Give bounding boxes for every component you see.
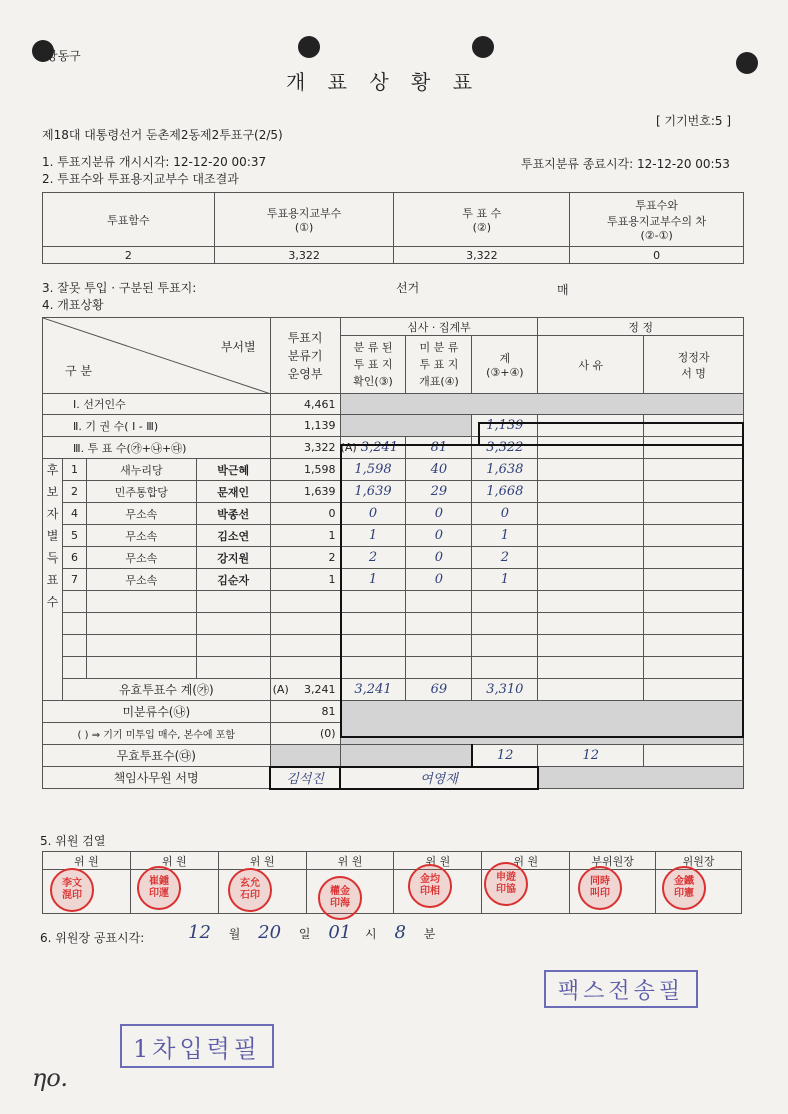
candidate-machine-count: 1,639 xyxy=(270,481,340,503)
header-issued-ballots: 투표용지교부수 (①) xyxy=(214,193,394,247)
candidate-classified: 0 xyxy=(340,503,406,525)
candidate-number: 6 xyxy=(62,547,86,569)
value-ballot-boxes: 2 xyxy=(43,247,215,264)
row-voters-value: 4,461 xyxy=(270,394,340,415)
committee-header: 위 원 xyxy=(306,852,394,870)
candidate-total: 1,668 xyxy=(472,481,538,503)
announce-time: 12 월 20 일 01 시 8 분 xyxy=(188,922,436,943)
row-valid-signer xyxy=(644,679,744,701)
empty-row xyxy=(43,657,744,679)
handwritten-note: ηo. xyxy=(32,1064,69,1092)
row-abstain-reason xyxy=(538,415,644,437)
machine-number: [ 기기번호:5 ] xyxy=(656,114,732,128)
header-corner xyxy=(43,318,271,394)
candidate-party: 무소속 xyxy=(86,525,196,547)
candidate-party: 무소속 xyxy=(86,547,196,569)
seal-stamp-6: 申遊 印協 xyxy=(484,862,528,906)
row-voters-shaded xyxy=(340,394,743,415)
header-review-dept: 심사 · 집계부 xyxy=(340,318,538,336)
row-invalid-shaded xyxy=(340,745,472,767)
committee-header: 위 원 xyxy=(482,852,570,870)
time-minute: 8 xyxy=(394,922,406,943)
candidate-total: 0 xyxy=(472,503,538,525)
candidate-unclassified: 0 xyxy=(406,525,472,547)
candidate-reason xyxy=(538,459,644,481)
row-votes-total: 3,322 xyxy=(472,437,538,459)
candidate-reason xyxy=(538,503,644,525)
value-vote-count: 3,322 xyxy=(394,247,570,264)
candidate-name: 김순자 xyxy=(196,569,270,591)
row-votes-reason xyxy=(538,437,644,459)
row-sign-machine: 김석진 xyxy=(270,767,340,789)
value-issued-ballots: 3,322 xyxy=(214,247,394,264)
value-difference: 0 xyxy=(570,247,744,264)
row-votes-label: Ⅲ. 투 표 수(㉮+㉯+㉰) xyxy=(43,437,271,459)
page-title: 개 표 상 황 표 xyxy=(286,70,481,94)
row-sign-review: 여영재 xyxy=(340,767,538,789)
row-valid-value: (A) 3,241 xyxy=(270,679,340,701)
punch-hole-4 xyxy=(736,52,758,74)
candidate-signer xyxy=(644,481,744,503)
candidate-classified: 1,598 xyxy=(340,459,406,481)
row-valid-unclassified: 69 xyxy=(406,679,472,701)
sort-end-time: 투표지분류 종료시각: 12-12-20 00:53 xyxy=(521,157,730,171)
seal-stamp-3: 玄允 石印 xyxy=(228,868,272,912)
district-label: 강동구 xyxy=(46,49,81,63)
header-department: 부서별 xyxy=(220,340,256,354)
row-abstain-signer xyxy=(644,415,744,437)
candidate-signer xyxy=(644,459,744,481)
candidate-machine-count: 1 xyxy=(270,569,340,591)
candidate-total: 1,638 xyxy=(472,459,538,481)
section-3-election: 선거 xyxy=(396,281,420,295)
candidate-signer xyxy=(644,503,744,525)
candidate-name: 김소연 xyxy=(196,525,270,547)
candidate-total: 1 xyxy=(472,569,538,591)
time-day: 20 xyxy=(258,922,282,943)
section-2-label: 2. 투표수와 투표용지교부수 대조결과 xyxy=(42,172,239,186)
row-sign-label: 책임사무원 서명 xyxy=(43,767,271,789)
header-reason: 사 유 xyxy=(538,336,644,394)
header-machine-dept: 투표지 분류기 운영부 xyxy=(270,318,340,394)
header-classified: 분 류 된 투 표 지 확인(③) xyxy=(340,336,406,394)
committee-header: 위 원 xyxy=(43,852,131,870)
candidate-unclassified: 0 xyxy=(406,547,472,569)
punch-hole-2 xyxy=(298,36,320,58)
section-3-label: 3. 잘못 투입 · 구분된 투표지: xyxy=(42,281,197,295)
candidate-number: 1 xyxy=(62,459,86,481)
candidate-reason xyxy=(538,547,644,569)
row-sign-shaded xyxy=(538,767,744,789)
candidate-reason xyxy=(538,481,644,503)
header-ballot-boxes: 투표함수 xyxy=(43,193,215,247)
candidate-classified: 1 xyxy=(340,525,406,547)
candidate-party: 민주통합당 xyxy=(86,481,196,503)
candidate-machine-count: 2 xyxy=(270,547,340,569)
row-note-label: ( ) ⇒ 기기 미투입 매수, 본수에 포함 xyxy=(43,723,271,745)
candidate-classified: 1,639 xyxy=(340,481,406,503)
candidate-unclassified: 40 xyxy=(406,459,472,481)
committee-header: 위 원 xyxy=(394,852,482,870)
row-unclassified-label: 미분류수(㉯) xyxy=(43,701,271,723)
row-abstain-handwritten: 1,139 xyxy=(472,415,538,437)
header-category: 구 분 xyxy=(65,364,92,378)
candidate-name: 박종선 xyxy=(196,503,270,525)
election-subtitle: 제18대 대통령선거 둔촌제2동제2투표구(2/5) xyxy=(42,128,283,142)
header-total: 계 (③+④) xyxy=(472,336,538,394)
candidate-name: 박근혜 xyxy=(196,459,270,481)
candidate-machine-count: 1 xyxy=(270,525,340,547)
seal-stamp-5: 金均 印相 xyxy=(408,864,452,908)
row-invalid-label: 무효투표수(㉰) xyxy=(43,745,271,767)
committee-header: 위원장 xyxy=(656,852,742,870)
side-label: 후 보 자 별 득 표 수 xyxy=(43,459,63,701)
first-input-stamp: 1차입력필 xyxy=(120,1024,274,1068)
row-votes-value: 3,322 xyxy=(270,437,340,459)
row-unclassified-shaded xyxy=(340,701,743,745)
row-votes-unclassified: 81 xyxy=(406,437,472,459)
time-month: 12 xyxy=(188,922,211,943)
row-valid-reason xyxy=(538,679,644,701)
counting-table xyxy=(42,317,744,790)
candidate-party: 무소속 xyxy=(86,569,196,591)
candidate-number: 2 xyxy=(62,481,86,503)
header-difference: 투표수와 투표용지교부수의 차 (②-①) xyxy=(570,193,744,247)
seal-stamp-7: 同時 叫印 xyxy=(578,866,622,910)
candidate-classified: 1 xyxy=(340,569,406,591)
section-4-label: 4. 개표상황 xyxy=(42,298,104,312)
empty-row xyxy=(43,635,744,657)
candidate-signer xyxy=(644,547,744,569)
candidate-party: 새누리당 xyxy=(86,459,196,481)
row-abstain-label: Ⅱ. 기 권 수( Ⅰ - Ⅲ) xyxy=(43,415,271,437)
candidate-signer xyxy=(644,525,744,547)
seal-stamp-8: 金鐵 印憲 xyxy=(662,866,706,910)
row-invalid-reason xyxy=(644,745,744,767)
candidate-total: 1 xyxy=(472,525,538,547)
candidate-unclassified: 0 xyxy=(406,569,472,591)
seal-stamp-2: 崔鍾 印運 xyxy=(137,866,181,910)
row-votes-classified: (A) 3,241 xyxy=(340,437,406,459)
row-voters-label: Ⅰ. 선거인수 xyxy=(43,394,271,415)
fax-sent-stamp: 팩스전송필 xyxy=(544,970,698,1008)
header-corrector: 정정자 서 명 xyxy=(644,336,744,394)
candidate-party: 무소속 xyxy=(86,503,196,525)
comparison-table xyxy=(42,192,744,264)
header-unclassified: 미 분 류 투 표 지 개표(④) xyxy=(406,336,472,394)
row-unclassified-value: 81 xyxy=(270,701,340,723)
row-votes-signer xyxy=(644,437,744,459)
empty-row xyxy=(43,591,744,613)
row-abstain-value: 1,139 xyxy=(270,415,340,437)
diagonal-line xyxy=(43,318,271,394)
seal-stamp-4: 權金 印海 xyxy=(318,876,362,920)
row-abstain-shaded xyxy=(340,415,472,437)
candidate-machine-count: 1,598 xyxy=(270,459,340,481)
header-vote-count: 투 표 수 (②) xyxy=(394,193,570,247)
candidate-name: 문재인 xyxy=(196,481,270,503)
seal-stamp-1: 李文 混印 xyxy=(50,868,94,912)
section-5-label: 5. 위원 검열 xyxy=(40,834,106,848)
section-6-label: 6. 위원장 공표시각: xyxy=(40,931,145,945)
committee-header: 부위원장 xyxy=(570,852,656,870)
candidate-total: 2 xyxy=(472,547,538,569)
committee-header: 위 원 xyxy=(218,852,306,870)
candidate-number: 7 xyxy=(62,569,86,591)
row-valid-total: 3,310 xyxy=(472,679,538,701)
candidate-reason xyxy=(538,569,644,591)
sort-start-time: 1. 투표지분류 개시시각: 12-12-20 00:37 xyxy=(42,155,267,169)
candidate-name: 강지원 xyxy=(196,547,270,569)
row-valid-label: 유효투표수 계(㉮) xyxy=(62,679,270,701)
row-invalid-unclassified: 12 xyxy=(472,745,538,767)
row-valid-classified: 3,241 xyxy=(340,679,406,701)
candidate-machine-count: 0 xyxy=(270,503,340,525)
candidate-unclassified: 0 xyxy=(406,503,472,525)
time-hour: 01 xyxy=(328,922,352,943)
candidate-reason xyxy=(538,525,644,547)
row-note-value: (0) xyxy=(270,723,340,745)
candidate-number: 4 xyxy=(62,503,86,525)
candidate-unclassified: 29 xyxy=(406,481,472,503)
committee-header: 위 원 xyxy=(130,852,218,870)
header-correction: 정 정 xyxy=(538,318,744,336)
punch-hole-3 xyxy=(472,36,494,58)
candidate-signer xyxy=(644,569,744,591)
empty-row xyxy=(43,613,744,635)
section-3-count-unit: 매 xyxy=(557,283,569,297)
row-invalid-total: 12 xyxy=(538,745,644,767)
candidate-number: 5 xyxy=(62,525,86,547)
row-invalid-machine xyxy=(270,745,340,767)
candidate-classified: 2 xyxy=(340,547,406,569)
